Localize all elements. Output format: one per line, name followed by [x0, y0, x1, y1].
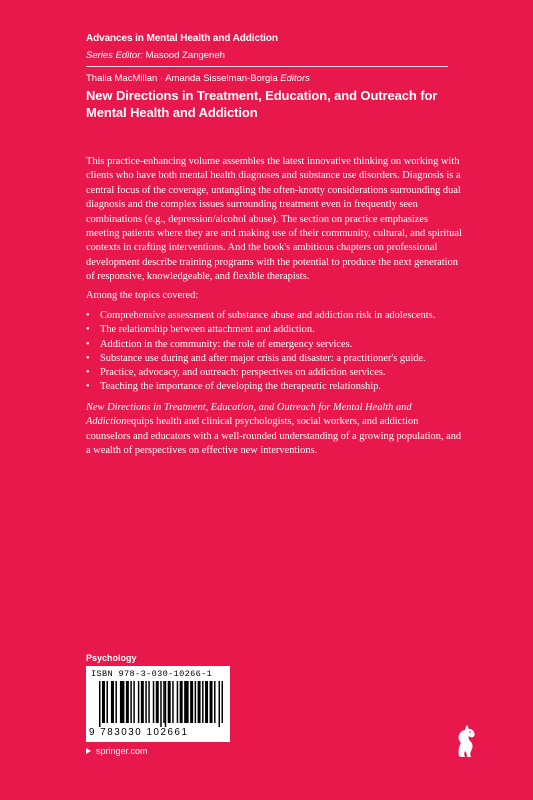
barcode-bar [160, 681, 161, 727]
topic-text: Addiction in the community: the role of emergency services. [100, 338, 353, 350]
divider-rule [86, 66, 448, 67]
topics-intro: Among the topics covered: [86, 290, 199, 301]
barcode-bar [180, 681, 183, 723]
barcode-bar [177, 681, 178, 723]
barcode-bar [222, 681, 223, 723]
barcode-bar [120, 681, 124, 723]
barcode-bar [165, 681, 166, 727]
book-title: New Directions in Treatment, Education, and Outreach for Mental Health and Addiction [86, 88, 438, 120]
topics-list [86, 309, 464, 395]
barcode-bar [214, 681, 215, 723]
bullet-icon: • [86, 381, 90, 393]
barcode-bar [190, 681, 193, 723]
list-item [86, 380, 464, 394]
topic-text: Teaching the importance of developing the therapeutic relationship. [100, 381, 381, 393]
barcode-bar [145, 681, 146, 723]
editors-label: Editors [277, 73, 310, 84]
list-item [86, 352, 464, 366]
blurb-paragraph: This practice-enhancing volume assembles the latest innovative thinking on working with clients who have both mental health diagnoses and substance use disorders. Diagnosis is a central focus of the coverage, untangling the often-knotty considerations surrounding dual diagnosis and the complex issues surrounding treatment even in frequently seen combinations (e.g., depression/alcohol abuse). The section on practice emphasizes meeting patients where they are and making use of their community, cultural, and spiritual contexts in crafting interventions. And the book's ambitious chapters on professional development describe training programs with the potential to produce the next generation of responsive, knowledgeable, and flexible therapists. [86, 156, 462, 283]
bullet-icon: • [86, 338, 90, 350]
blurb [86, 155, 464, 285]
bullet-icon: • [86, 352, 90, 364]
editor-names: Thalia MacMillan · Amanda Sisselman-Borgia [86, 73, 278, 84]
barcode-bar [184, 681, 188, 723]
bullet-icon: • [86, 324, 90, 336]
barcode-bar [202, 681, 203, 723]
list-item [86, 309, 464, 323]
barcode-bar [106, 681, 107, 723]
barcode-bar [133, 681, 134, 723]
barcode-bar [111, 681, 114, 723]
barcode-bar [115, 681, 116, 723]
barcode-bar [210, 681, 213, 723]
barcode-bar [156, 681, 159, 723]
barcode-bar [205, 681, 208, 723]
list-item [86, 366, 464, 380]
closing-book-title: New Directions in Treatment, Education, and Outreach for Mental Health and Addiction [86, 402, 412, 428]
barcode-bar [99, 681, 100, 727]
series-title: Advances in Mental Health and Addiction [86, 33, 278, 44]
barcode-bar [148, 681, 149, 723]
barcode-bar [219, 681, 220, 727]
series-editor [86, 50, 225, 61]
barcode-bar [168, 681, 171, 723]
subject-category: Psychology [86, 653, 137, 663]
barcode-bar [130, 681, 131, 723]
barcode-bar [163, 681, 164, 723]
topic-text: Practice, advocacy, and outreach: perspectives on addiction services. [100, 367, 386, 379]
arrow-right-icon [86, 748, 91, 754]
closing-paragraph [86, 401, 464, 459]
series-editor-label: Series Editor: [86, 50, 144, 61]
barcode-bar [141, 681, 144, 723]
barcode-bar [102, 681, 103, 723]
barcode-bar [138, 681, 139, 723]
isbn-barcode [86, 666, 230, 742]
bullet-icon: • [86, 367, 90, 379]
barcode-bar [103, 681, 104, 723]
barcode-bar [198, 681, 201, 723]
website-text[interactable]: springer.com [96, 746, 148, 756]
barcode-bar [195, 681, 196, 723]
topic-text: Substance use during and after major crisis and disaster: a practitioner's guide. [100, 352, 426, 364]
ean-digits: 9 783030 102661 [89, 727, 189, 738]
topic-text: The relationship between attachment and addiction. [100, 324, 315, 336]
list-item [86, 323, 464, 337]
editors-line [86, 73, 310, 84]
barcode-bar [126, 681, 129, 723]
closing-text: equips health and clinical psychologists, social workers, and addiction counselors and educators with a well-rounded understanding of a growing population, and a wealth of perspectives on effective new interventions. [86, 416, 462, 457]
list-item [86, 338, 464, 352]
website-link[interactable] [86, 746, 148, 756]
topic-text: Comprehensive assessment of substance abuse and addiction risk in adolescents. [100, 310, 436, 321]
springer-horse-logo [453, 722, 479, 758]
barcode-bar [153, 681, 154, 723]
barcode-bar [172, 681, 173, 723]
series-editor-name: Masood Zangeneh [143, 50, 225, 61]
bullet-icon: • [86, 310, 90, 321]
barcode-bars [99, 681, 223, 727]
isbn-text: ISBN 978-3-030-10266-1 [91, 669, 213, 679]
